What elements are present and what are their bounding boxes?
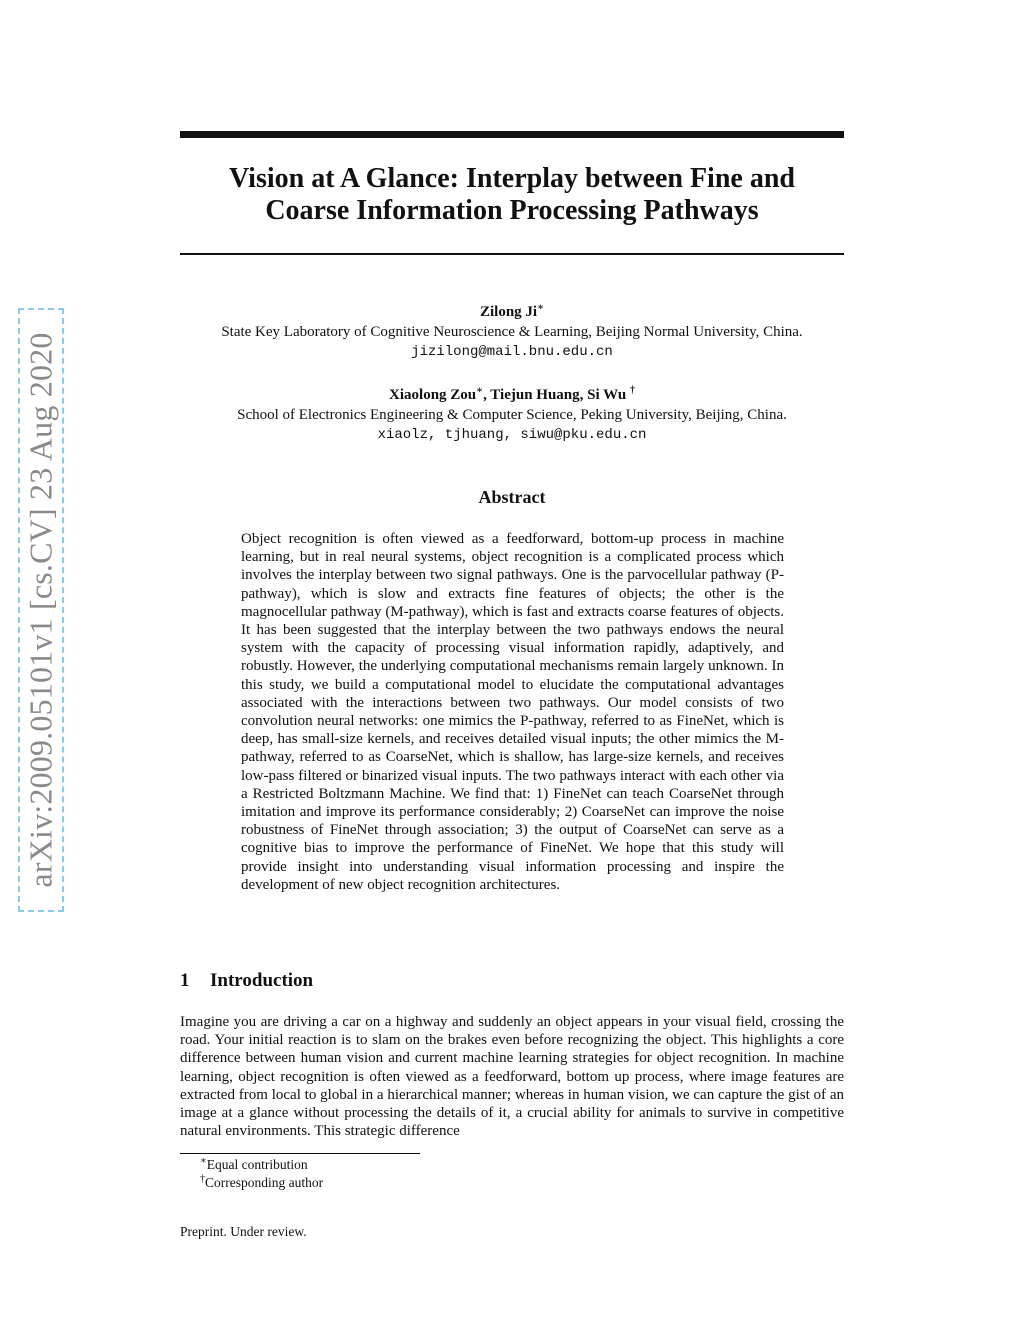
section-number: 1 (180, 970, 190, 991)
author-block-2 (150, 385, 874, 445)
footnote-item (200, 1174, 323, 1192)
footnote-mark: † (200, 1173, 205, 1185)
corresponding-author-mark: † (629, 385, 635, 396)
section-title: Introduction (210, 970, 314, 991)
abstract-text: Object recognition is often viewed as a feedforward, bottom-up process in machine learning, but in real neural systems, object recognition is a complicated process which involves the interplay between two signal pathways. One is the parvocellular pathway (P-pathway), which is slow and extracts fine features of objects; the other is the magnocellular pathway (M-pathway), which is fast and extracts coarse features of objects. It has been suggested that the interplay between the two pathways endows the neural system with the capacity of processing visual information rapidly, adaptively, and robustly. However, the underlying computational mechanisms remain largely unknown. In this study, we build a computational model to elucidate the computational advantages associated with the interactions between two pathways. Our model consists of two convolution neural networks: one mimics the P-pathway, referred to as FineNet, which is deep, has small-size kernels, and receives detailed visual inputs; the other mimics the M-pathway, referred to as CoarseNet, which is shallow, has large-size kernels, and receives low-pass filtered or binarized visual inputs. The two pathways interact with each other via a Restricted Boltzmann Machine. We find that: 1) FineNet can teach CoarseNet through imitation and improve its performance considerably; 2) CoarseNet can improve the noise robustness of FineNet through association; 3) the output of CoarseNet can serve as a cognitive bias to improve the performance of FineNet. We hope that this study will provide insight into understanding visual information processing and inspire the development of new object recognition architectures. (241, 531, 784, 893)
author-email: jizilong@mail.bnu.edu.cn (411, 344, 613, 360)
title-top-rule (180, 131, 844, 138)
author-email: xiaolz, tjhuang, siwu@pku.edu.cn (377, 427, 647, 443)
author-affiliation: School of Electronics Engineering & Computer Science, Peking University, Beijing, China. (237, 407, 787, 423)
preprint-notice: Preprint. Under review. (180, 1224, 307, 1239)
author-affiliation: State Key Laboratory of Cognitive Neuroscience & Learning, Beijing Normal University, China. (221, 324, 803, 340)
author-names: Xiaolong Zou∗, Tiejun Huang, Si Wu † (389, 385, 635, 403)
footnote-item (200, 1156, 323, 1174)
paper-title (180, 163, 844, 227)
abstract-heading: Abstract (478, 487, 546, 507)
author-names: Zilong Ji∗ (479, 302, 545, 320)
title-bottom-rule (180, 253, 844, 255)
footnote-text: Corresponding author (205, 1175, 324, 1190)
arxiv-side-stamp (18, 308, 64, 912)
footnote-text: Equal contribution (206, 1157, 308, 1172)
introduction-text: Imagine you are driving a car on a highway and suddenly an object appears in your visual field, crossing the road. Your initial reaction is to slam on the brakes even before recognizing the object. This highlights a core difference between human vision and current machine learning strategies for object recognition. In machine learning, object recognition is often viewed as a feedforward, bottom up process, where image features are extracted from local to global in a hierarchical manner; whereas in human vision, we can capture the gist of an image at a glance without processing the details of it, a crucial ability for animals to survive in competitive natural environments. This strategic difference (180, 1014, 844, 1140)
author-block-1 (150, 302, 874, 362)
title-line-1: Vision at A Glance: Interplay between Fine and (229, 163, 795, 194)
section-heading (180, 970, 313, 992)
title-line-2: Coarse Information Processing Pathways (265, 195, 759, 226)
footnote-mark: ∗ (200, 1155, 207, 1167)
equal-contribution-mark: ∗ (476, 385, 484, 396)
footnotes (200, 1156, 323, 1192)
footnote-rule (180, 1153, 420, 1154)
equal-contribution-mark: ∗ (537, 302, 545, 313)
arxiv-identifier: arXiv:2009.05101v1 [cs.CV] 23 Aug 2020 (22, 332, 59, 888)
